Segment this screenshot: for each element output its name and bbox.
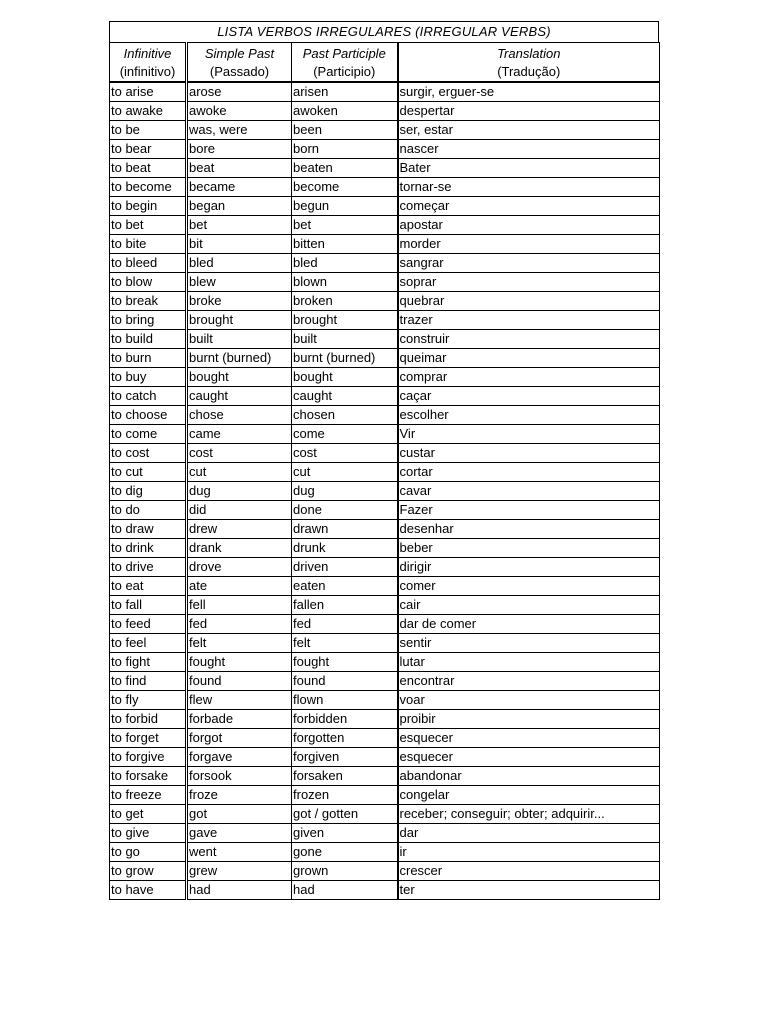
- simple-past-cell: forbade: [187, 710, 292, 729]
- header-past-participle-pt: (Participio): [313, 64, 376, 79]
- table-row: [110, 672, 660, 691]
- table-row: [110, 330, 660, 349]
- past-participle-cell: built: [292, 330, 398, 349]
- table-row: [110, 520, 660, 539]
- translation-cell: Vir: [398, 425, 660, 444]
- table-row: [110, 216, 660, 235]
- header-infinitive-pt: (infinitivo): [119, 64, 176, 79]
- past-participle-cell: felt: [292, 634, 398, 653]
- table-row: [110, 501, 660, 520]
- infinitive-cell: to awake: [110, 102, 187, 121]
- infinitive-cell: to grow: [110, 862, 187, 881]
- translation-cell: abandonar: [398, 767, 660, 786]
- infinitive-cell: to build: [110, 330, 187, 349]
- translation-cell: proibir: [398, 710, 660, 729]
- table-row: [110, 425, 660, 444]
- header-simple-past-en: Simple Past: [204, 46, 275, 61]
- infinitive-cell: to come: [110, 425, 187, 444]
- translation-cell: tornar-se: [398, 178, 660, 197]
- table-row: [110, 805, 660, 824]
- translation-cell: começar: [398, 197, 660, 216]
- translation-cell: encontrar: [398, 672, 660, 691]
- irregular-verbs-table: [109, 42, 660, 900]
- past-participle-cell: got / gotten: [292, 805, 398, 824]
- past-participle-cell: fallen: [292, 596, 398, 615]
- infinitive-cell: to forsake: [110, 767, 187, 786]
- table-row: [110, 140, 660, 159]
- translation-cell: ir: [398, 843, 660, 862]
- translation-cell: cair: [398, 596, 660, 615]
- past-participle-cell: flown: [292, 691, 398, 710]
- infinitive-cell: to feel: [110, 634, 187, 653]
- header-simple-past: [187, 43, 292, 83]
- header-past-participle-en: Past Participle: [302, 46, 386, 61]
- translation-cell: comprar: [398, 368, 660, 387]
- infinitive-cell: to have: [110, 881, 187, 900]
- past-participle-cell: begun: [292, 197, 398, 216]
- translation-cell: ter: [398, 881, 660, 900]
- verb-rows: [110, 82, 660, 900]
- header-translation: [398, 43, 660, 83]
- translation-cell: esquecer: [398, 729, 660, 748]
- infinitive-cell: to go: [110, 843, 187, 862]
- translation-cell: cavar: [398, 482, 660, 501]
- past-participle-cell: found: [292, 672, 398, 691]
- past-participle-cell: caught: [292, 387, 398, 406]
- infinitive-cell: to feed: [110, 615, 187, 634]
- table-title: LISTA VERBOS IRREGULARES (IRREGULAR VERBS): [109, 21, 659, 42]
- translation-cell: Fazer: [398, 501, 660, 520]
- translation-cell: dar: [398, 824, 660, 843]
- translation-cell: nascer: [398, 140, 660, 159]
- simple-past-cell: ate: [187, 577, 292, 596]
- translation-cell: desenhar: [398, 520, 660, 539]
- translation-cell: lutar: [398, 653, 660, 672]
- past-participle-cell: become: [292, 178, 398, 197]
- simple-past-cell: forgave: [187, 748, 292, 767]
- translation-cell: construir: [398, 330, 660, 349]
- table-row: [110, 558, 660, 577]
- translation-cell: apostar: [398, 216, 660, 235]
- table-row: [110, 748, 660, 767]
- infinitive-cell: to begin: [110, 197, 187, 216]
- past-participle-cell: driven: [292, 558, 398, 577]
- infinitive-cell: to fight: [110, 653, 187, 672]
- translation-cell: dar de comer: [398, 615, 660, 634]
- past-participle-cell: come: [292, 425, 398, 444]
- past-participle-cell: cut: [292, 463, 398, 482]
- table-row: [110, 349, 660, 368]
- infinitive-cell: to do: [110, 501, 187, 520]
- table-row: [110, 121, 660, 140]
- table-row: [110, 539, 660, 558]
- table-row: [110, 596, 660, 615]
- simple-past-cell: bit: [187, 235, 292, 254]
- translation-cell: Bater: [398, 159, 660, 178]
- translation-cell: crescer: [398, 862, 660, 881]
- simple-past-cell: drank: [187, 539, 292, 558]
- table-row: [110, 881, 660, 900]
- header-past-participle: [292, 43, 398, 83]
- translation-cell: despertar: [398, 102, 660, 121]
- past-participle-cell: eaten: [292, 577, 398, 596]
- past-participle-cell: forsaken: [292, 767, 398, 786]
- past-participle-cell: broken: [292, 292, 398, 311]
- infinitive-cell: to be: [110, 121, 187, 140]
- infinitive-cell: to blow: [110, 273, 187, 292]
- simple-past-cell: beat: [187, 159, 292, 178]
- table-row: [110, 634, 660, 653]
- table-row: [110, 691, 660, 710]
- simple-past-cell: brought: [187, 311, 292, 330]
- infinitive-cell: to catch: [110, 387, 187, 406]
- infinitive-cell: to bear: [110, 140, 187, 159]
- translation-cell: comer: [398, 577, 660, 596]
- infinitive-cell: to bet: [110, 216, 187, 235]
- past-participle-cell: fed: [292, 615, 398, 634]
- translation-cell: dirigir: [398, 558, 660, 577]
- infinitive-cell: to give: [110, 824, 187, 843]
- past-participle-cell: bet: [292, 216, 398, 235]
- past-participle-cell: bought: [292, 368, 398, 387]
- simple-past-cell: awoke: [187, 102, 292, 121]
- translation-cell: receber; conseguir; obter; adquirir...: [398, 805, 660, 824]
- header-infinitive-en: Infinitive: [123, 46, 172, 61]
- translation-cell: morder: [398, 235, 660, 254]
- infinitive-cell: to buy: [110, 368, 187, 387]
- simple-past-cell: drove: [187, 558, 292, 577]
- simple-past-cell: drew: [187, 520, 292, 539]
- header-row: [110, 43, 660, 83]
- simple-past-cell: went: [187, 843, 292, 862]
- translation-cell: cortar: [398, 463, 660, 482]
- header-translation-pt: (Tradução): [497, 64, 561, 79]
- infinitive-cell: to fly: [110, 691, 187, 710]
- simple-past-cell: got: [187, 805, 292, 824]
- table-row: [110, 368, 660, 387]
- past-participle-cell: done: [292, 501, 398, 520]
- infinitive-cell: to forgive: [110, 748, 187, 767]
- past-participle-cell: cost: [292, 444, 398, 463]
- past-participle-cell: frozen: [292, 786, 398, 805]
- simple-past-cell: bled: [187, 254, 292, 273]
- simple-past-cell: grew: [187, 862, 292, 881]
- infinitive-cell: to eat: [110, 577, 187, 596]
- past-participle-cell: forgiven: [292, 748, 398, 767]
- simple-past-cell: was, were: [187, 121, 292, 140]
- table-row: [110, 178, 660, 197]
- simple-past-cell: chose: [187, 406, 292, 425]
- table-row: [110, 292, 660, 311]
- past-participle-cell: fought: [292, 653, 398, 672]
- simple-past-cell: began: [187, 197, 292, 216]
- verb-list-sheet: [109, 21, 659, 900]
- translation-cell: escolher: [398, 406, 660, 425]
- simple-past-cell: bore: [187, 140, 292, 159]
- translation-cell: surgir, erguer-se: [398, 82, 660, 102]
- past-participle-cell: had: [292, 881, 398, 900]
- simple-past-cell: flew: [187, 691, 292, 710]
- simple-past-cell: arose: [187, 82, 292, 102]
- simple-past-cell: did: [187, 501, 292, 520]
- table-row: [110, 482, 660, 501]
- simple-past-cell: forsook: [187, 767, 292, 786]
- translation-cell: sangrar: [398, 254, 660, 273]
- table-row: [110, 824, 660, 843]
- simple-past-cell: bet: [187, 216, 292, 235]
- infinitive-cell: to arise: [110, 82, 187, 102]
- header-translation-en: Translation: [497, 46, 561, 61]
- table-row: [110, 729, 660, 748]
- translation-cell: esquecer: [398, 748, 660, 767]
- table-row: [110, 710, 660, 729]
- table-row: [110, 406, 660, 425]
- infinitive-cell: to get: [110, 805, 187, 824]
- past-participle-cell: gone: [292, 843, 398, 862]
- past-participle-cell: born: [292, 140, 398, 159]
- past-participle-cell: awoken: [292, 102, 398, 121]
- table-row: [110, 235, 660, 254]
- infinitive-cell: to cut: [110, 463, 187, 482]
- simple-past-cell: forgot: [187, 729, 292, 748]
- translation-cell: soprar: [398, 273, 660, 292]
- past-participle-cell: blown: [292, 273, 398, 292]
- simple-past-cell: cut: [187, 463, 292, 482]
- table-row: [110, 82, 660, 102]
- past-participle-cell: drunk: [292, 539, 398, 558]
- simple-past-cell: caught: [187, 387, 292, 406]
- infinitive-cell: to choose: [110, 406, 187, 425]
- table-row: [110, 102, 660, 121]
- table-row: [110, 862, 660, 881]
- translation-cell: congelar: [398, 786, 660, 805]
- table-row: [110, 767, 660, 786]
- past-participle-cell: forgotten: [292, 729, 398, 748]
- translation-cell: caçar: [398, 387, 660, 406]
- infinitive-cell: to forbid: [110, 710, 187, 729]
- infinitive-cell: to burn: [110, 349, 187, 368]
- translation-cell: quebrar: [398, 292, 660, 311]
- past-participle-cell: burnt (burned): [292, 349, 398, 368]
- simple-past-cell: broke: [187, 292, 292, 311]
- simple-past-cell: cost: [187, 444, 292, 463]
- header-simple-past-pt: (Passado): [209, 64, 270, 79]
- table-row: [110, 653, 660, 672]
- infinitive-cell: to forget: [110, 729, 187, 748]
- simple-past-cell: burnt (burned): [187, 349, 292, 368]
- infinitive-cell: to drink: [110, 539, 187, 558]
- table-row: [110, 615, 660, 634]
- past-participle-cell: been: [292, 121, 398, 140]
- table-row: [110, 444, 660, 463]
- infinitive-cell: to bite: [110, 235, 187, 254]
- past-participle-cell: bitten: [292, 235, 398, 254]
- simple-past-cell: bought: [187, 368, 292, 387]
- header-infinitive: [110, 43, 187, 83]
- simple-past-cell: fell: [187, 596, 292, 615]
- translation-cell: custar: [398, 444, 660, 463]
- past-participle-cell: given: [292, 824, 398, 843]
- table-row: [110, 197, 660, 216]
- table-row: [110, 159, 660, 178]
- past-participle-cell: grown: [292, 862, 398, 881]
- table-row: [110, 843, 660, 862]
- past-participle-cell: arisen: [292, 82, 398, 102]
- past-participle-cell: brought: [292, 311, 398, 330]
- simple-past-cell: had: [187, 881, 292, 900]
- infinitive-cell: to draw: [110, 520, 187, 539]
- simple-past-cell: fought: [187, 653, 292, 672]
- infinitive-cell: to drive: [110, 558, 187, 577]
- table-row: [110, 786, 660, 805]
- table-row: [110, 254, 660, 273]
- simple-past-cell: came: [187, 425, 292, 444]
- simple-past-cell: became: [187, 178, 292, 197]
- past-participle-cell: forbidden: [292, 710, 398, 729]
- translation-cell: trazer: [398, 311, 660, 330]
- translation-cell: beber: [398, 539, 660, 558]
- infinitive-cell: to bring: [110, 311, 187, 330]
- simple-past-cell: froze: [187, 786, 292, 805]
- translation-cell: queimar: [398, 349, 660, 368]
- table-row: [110, 463, 660, 482]
- translation-cell: voar: [398, 691, 660, 710]
- simple-past-cell: dug: [187, 482, 292, 501]
- infinitive-cell: to freeze: [110, 786, 187, 805]
- infinitive-cell: to find: [110, 672, 187, 691]
- past-participle-cell: chosen: [292, 406, 398, 425]
- simple-past-cell: built: [187, 330, 292, 349]
- table-row: [110, 273, 660, 292]
- translation-cell: ser, estar: [398, 121, 660, 140]
- infinitive-cell: to cost: [110, 444, 187, 463]
- simple-past-cell: fed: [187, 615, 292, 634]
- table-row: [110, 577, 660, 596]
- infinitive-cell: to fall: [110, 596, 187, 615]
- infinitive-cell: to dig: [110, 482, 187, 501]
- infinitive-cell: to break: [110, 292, 187, 311]
- table-row: [110, 311, 660, 330]
- past-participle-cell: drawn: [292, 520, 398, 539]
- infinitive-cell: to bleed: [110, 254, 187, 273]
- infinitive-cell: to become: [110, 178, 187, 197]
- simple-past-cell: found: [187, 672, 292, 691]
- table-row: [110, 387, 660, 406]
- simple-past-cell: felt: [187, 634, 292, 653]
- infinitive-cell: to beat: [110, 159, 187, 178]
- past-participle-cell: bled: [292, 254, 398, 273]
- simple-past-cell: blew: [187, 273, 292, 292]
- past-participle-cell: beaten: [292, 159, 398, 178]
- past-participle-cell: dug: [292, 482, 398, 501]
- simple-past-cell: gave: [187, 824, 292, 843]
- translation-cell: sentir: [398, 634, 660, 653]
